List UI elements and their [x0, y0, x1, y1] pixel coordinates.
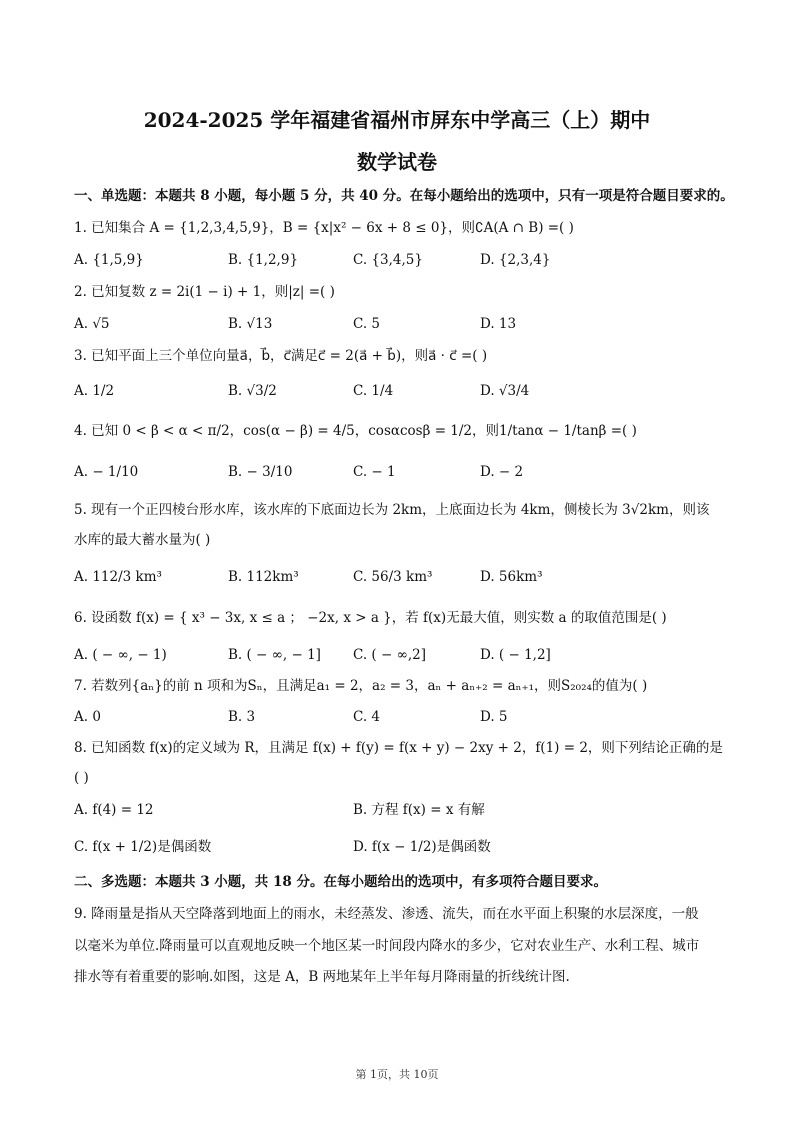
- q3-option-c: C. 1/4: [353, 383, 394, 399]
- section-2-heading: 二、多选题：本题共 3 小题，共 18 分。在每小题给出的选项中，有多项符合题目要求。: [74, 874, 607, 890]
- page-subtitle: 数学试卷: [357, 150, 437, 174]
- q4-option-c: C. − 1: [353, 464, 396, 480]
- q1-option-c: C. {3,4,5}: [353, 252, 423, 268]
- section-1-heading: 一、单选题：本题共 8 小题，每小题 5 分，共 40 分。在每小题给出的选项中，只有一项是符合题目要求的。: [74, 188, 734, 204]
- question-7: 7. 若数列{aₙ}的前 n 项和为Sₙ，且满足a₁ = 2，a₂ = 3，aₙ + aₙ₊₂ = aₙ₊₁，则S₂₀₂₄的值为( ): [74, 678, 648, 694]
- q3-option-a: A. 1/2: [74, 383, 115, 399]
- question-3: 3. 已知平面上三个单位向量a⃗，b⃗，c⃗满足c⃗ = 2(a⃗ + b⃗)，则a⃗ · c⃗ =( ): [74, 348, 488, 364]
- q6-option-a: A. ( − ∞, − 1): [74, 647, 167, 663]
- q5-option-b: B. 112km³: [228, 569, 299, 585]
- q8-option-d: D. f(x − 1/2)是偶函数: [353, 839, 491, 855]
- question-5-line-2: 水库的最大蓄水量为( ): [74, 532, 211, 548]
- q6-option-d: D. ( − 1,2]: [480, 647, 551, 663]
- q3-option-d: D. √3/4: [480, 383, 530, 399]
- q3-option-b: B. √3/2: [228, 383, 277, 399]
- q6-option-c: C. ( − ∞,2]: [353, 647, 426, 663]
- q2-option-b: B. √13: [228, 316, 273, 332]
- q4-option-b: B. − 3/10: [228, 464, 293, 480]
- q1-option-d: D. {2,3,4}: [480, 252, 551, 268]
- q4-option-a: A. − 1/10: [74, 464, 139, 480]
- q8-option-a: A. f(4) = 12: [74, 802, 154, 818]
- q8-option-c: C. f(x + 1/2)是偶函数: [74, 839, 212, 855]
- q4-option-d: D. − 2: [480, 464, 524, 480]
- question-9-line-3: 排水等有着重要的影响.如图，这是 A，B 两地某年上半年每月降雨量的折线统计图.: [74, 969, 570, 985]
- q7-option-a: A. 0: [74, 709, 101, 725]
- question-9-line-2: 以毫米为单位.降雨量可以直观地反映一个地区某一时间段内降水的多少，它对农业生产、水利工程、城市: [74, 938, 700, 954]
- question-6: 6. 设函数 f(x) = { x³ − 3x, x ≤ a ； −2x, x > a }，若 f(x)无最大值，则实数 a 的取值范围是( ): [74, 610, 667, 626]
- q5-option-c: C. 56/3 km³: [353, 569, 433, 585]
- q1-option-b: B. {1,2,9}: [228, 252, 299, 268]
- page-footer: 第 1页，共 10页: [355, 1068, 439, 1081]
- q5-option-d: D. 56km³: [480, 569, 543, 585]
- question-8-line-2: ( ): [74, 770, 89, 786]
- q7-option-d: D. 5: [480, 709, 508, 725]
- q6-option-b: B. ( − ∞, − 1]: [228, 647, 321, 663]
- q8-option-b: B. 方程 f(x) = x 有解: [353, 802, 485, 818]
- q7-option-c: C. 4: [353, 709, 381, 725]
- q2-option-a: A. √5: [74, 316, 110, 332]
- question-2: 2. 已知复数 z = 2i(1 − i) + 1，则|z| =( ): [74, 284, 335, 300]
- q2-option-c: C. 5: [353, 316, 381, 332]
- question-9-line-1: 9. 降雨量是指从天空降落到地面上的雨水，未经蒸发、渗透、流失，而在水平面上积聚的水层深度，一般: [74, 906, 699, 922]
- q5-option-a: A. 112/3 km³: [74, 569, 162, 585]
- question-8-line-1: 8. 已知函数 f(x)的定义域为 R，且满足 f(x) + f(y) = f(x + y) − 2xy + 2，f(1) = 2，则下列结论正确的是: [74, 740, 723, 756]
- question-1: 1. 已知集合 A = {1,2,3,4,5,9}，B = {x|x² − 6x + 8 ≤ 0}，则∁A(A ∩ B) =( ): [74, 220, 574, 236]
- q7-option-b: B. 3: [228, 709, 256, 725]
- q2-option-d: D. 13: [480, 316, 517, 332]
- question-5-line-1: 5. 现有一个正四棱台形水库，该水库的下底面边长为 2km，上底面边长为 4km，侧棱长为 3√2km，则该: [74, 502, 710, 518]
- question-4: 4. 已知 0 < β < α < π/2，cos(α − β) = 4/5，cosαcosβ = 1/2，则1/tanα − 1/tanβ =( ): [74, 423, 637, 439]
- q1-option-a: A. {1,5,9}: [74, 252, 144, 268]
- page-title: 2024-2025 学年福建省福州市屏东中学高三（上）期中: [143, 108, 651, 132]
